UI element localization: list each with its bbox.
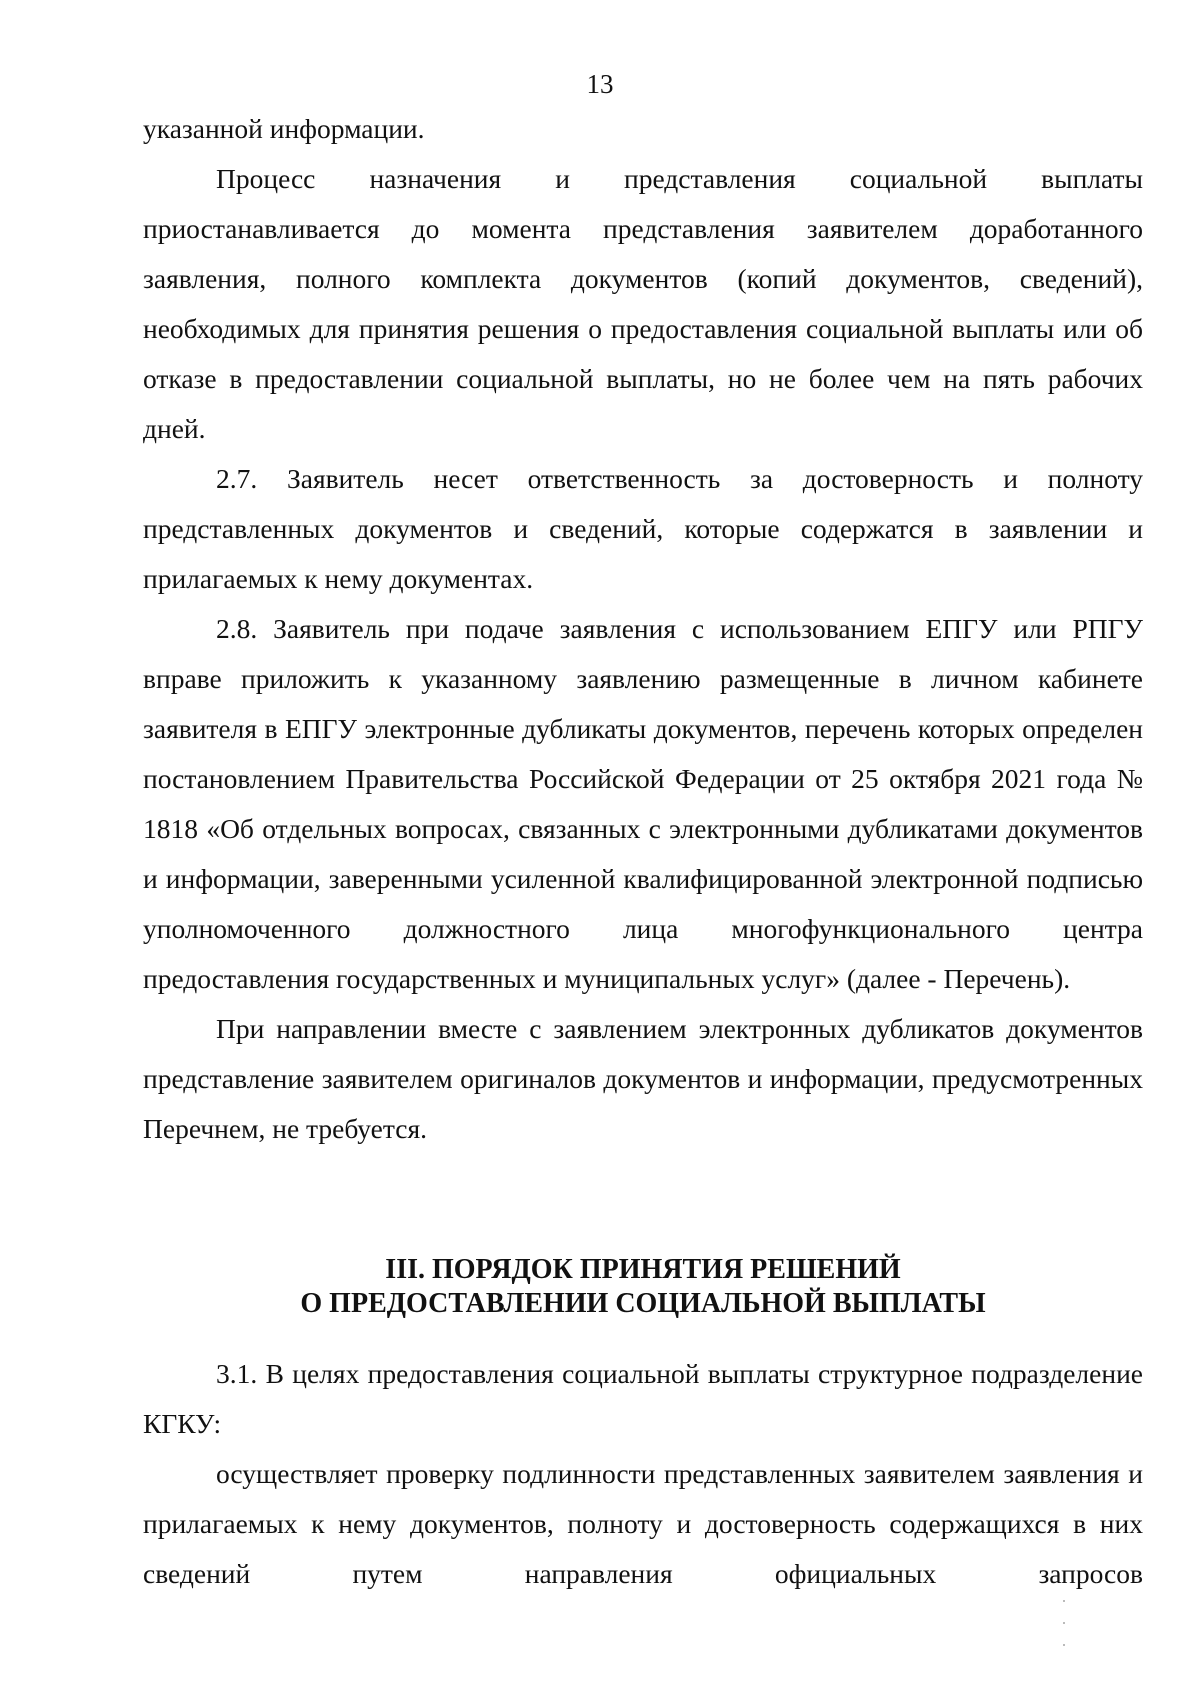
page-number: 13	[586, 69, 614, 99]
paragraph-2-8: 2.8. Заявитель при подаче заявления с использованием ЕПГУ или РПГУ вправе приложить к указанному заявлению размещенные в личном кабинете заявителя в ЕПГУ электронные дубликаты документов, перечень которых определен постановлением Правительства Российской Федерации от 25 октября 2021 года № 1818 «Об отдельных вопросах, связанных с электронными дубликатами документов и информации, заверенными усиленной квалифицированной электронной подписью уполномоченного должностного лица многофункционального центра предоставления государственных и муниципальных услуг» (далее - Перечень).	[143, 613, 1143, 994]
section-heading-line-2: О ПРЕДОСТАВЛЕНИИ СОЦИАЛЬНОЙ ВЫПЛАТЫ	[300, 1288, 986, 1319]
paragraph-continuation: указанной информации.	[143, 113, 425, 144]
scan-artifact-dot	[1063, 1644, 1065, 1646]
paragraph-suspension-process: Процесс назначения и представления социальной выплаты приостанавливается до момента представления заявителем доработанного заявления, полного комплекта документов (копий документов, сведений), необходимых для принятия решения о предоставления социальной выплаты или об отказе в предоставлении социальной выплаты, но не более чем на пять рабочих дней.	[143, 163, 1143, 444]
scan-artifact-dot	[1063, 1622, 1065, 1624]
body-text-upper	[143, 104, 1143, 1154]
paragraph-verification: осуществляет проверку подлинности представленных заявителем заявления и прилагаемых к нему документов, полноту и достоверность содержащихся в них сведений путем направления официальных запросов	[143, 1458, 1143, 1589]
section-heading	[143, 1253, 1143, 1321]
scan-artifact-dot	[1063, 1600, 1065, 1602]
section-heading-line-1: III. ПОРЯДОК ПРИНЯТИЯ РЕШЕНИЙ	[385, 1254, 901, 1285]
body-text-lower	[143, 1349, 1143, 1599]
paragraph-electronic-duplicates: При направлении вместе с заявлением электронных дубликатов документов представление заявителем оригиналов документов и информации, предусмотренных Перечнем, не требуется.	[143, 1013, 1143, 1144]
paragraph-3-1: 3.1. В целях предоставления социальной выплаты структурное подразделение КГКУ:	[143, 1358, 1143, 1439]
paragraph-2-7: 2.7. Заявитель несет ответственность за достоверность и полноту представленных документов и сведений, которые содержатся в заявлении и прилагаемых к нему документах.	[143, 463, 1143, 594]
